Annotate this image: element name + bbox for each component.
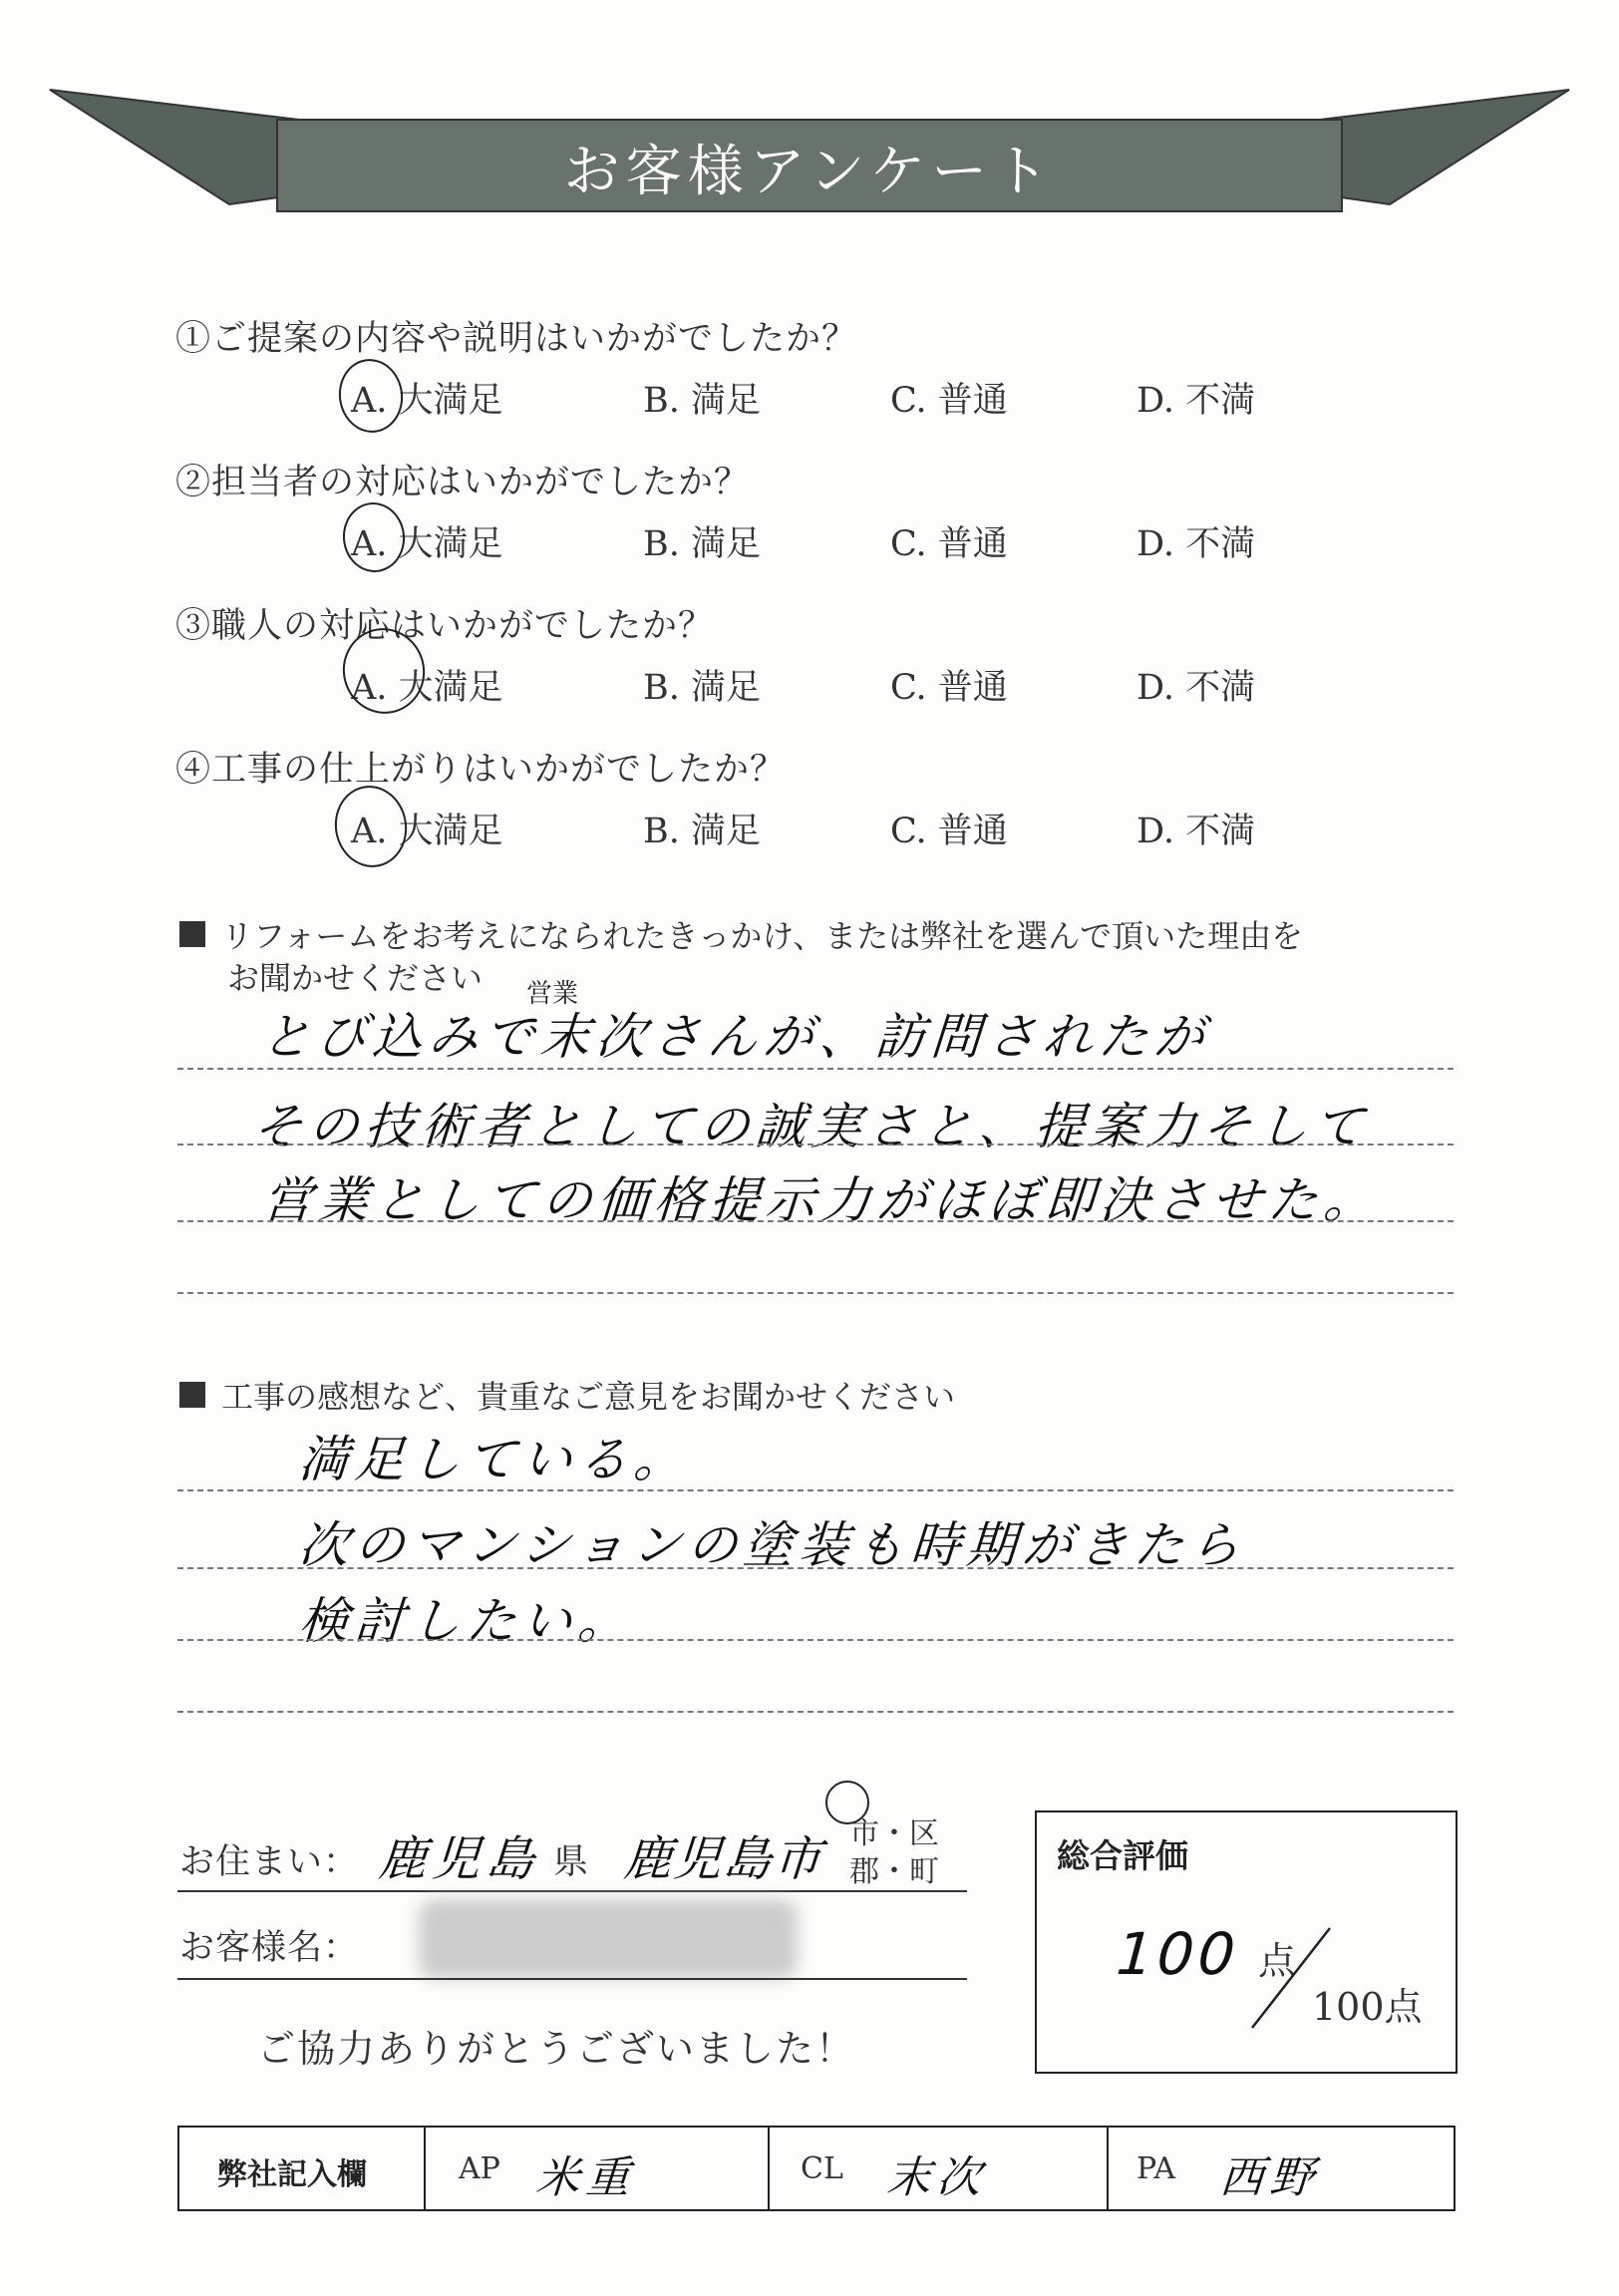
office-ap-value: 米重	[533, 2152, 638, 2203]
office-pa-value: 西野	[1217, 2152, 1322, 2203]
reason-line-3	[177, 1220, 1454, 1222]
reason-line-2	[177, 1144, 1454, 1146]
impression-line-2	[177, 1567, 1454, 1569]
impression-line-3	[177, 1639, 1454, 1641]
question-3-option-d[interactable]: D. 不満	[1136, 668, 1256, 708]
office-table-divider-3	[1107, 2128, 1109, 2209]
address-pref-suffix: 県	[553, 1842, 590, 1882]
question-2-option-b[interactable]: B. 満足	[643, 524, 761, 564]
customer-name-label: お客様名：	[179, 1928, 360, 1968]
reason-line-4	[177, 1292, 1454, 1294]
reason-heading-cont: お聞かせください	[227, 959, 484, 997]
office-cl-label: CL	[801, 2151, 843, 2186]
question-2-text: ②担当者の対応はいかがでしたか？	[175, 463, 751, 502]
office-ap-label: AP	[459, 2151, 500, 2186]
question-4-text: ④工事の仕上がりはいかがでしたか？	[175, 750, 787, 790]
question-1-option-c[interactable]: C. 普通	[890, 381, 1008, 421]
rating-label: 総合評価	[1057, 1836, 1188, 1875]
question-1-option-b[interactable]: B. 満足	[643, 381, 761, 421]
impression-answer-line-3: 検討したい。	[296, 1592, 636, 1650]
rating-max: 100点	[1312, 1985, 1423, 2029]
reason-heading: リフォームをお考えになられたきっかけ、または弊社を選んで頂いた理由を	[221, 917, 1304, 955]
impression-answer-line-2: 次のマンションの塗装も時期がきたら	[296, 1516, 1248, 1574]
reason-answer-line-1: とび込みで末次さんが、訪問されたが	[258, 1008, 1212, 1066]
address-underline	[177, 1890, 967, 1892]
question-3-option-b[interactable]: B. 満足	[643, 668, 761, 708]
page-title: お客様アンケート	[563, 140, 1056, 204]
question-3-option-a[interactable]: A. 大満足	[351, 668, 503, 708]
rating-score: 100	[1114, 1920, 1242, 1988]
address-city: 鹿児島市	[621, 1831, 825, 1887]
office-pa-label: PA	[1136, 2151, 1176, 2186]
question-2-option-c[interactable]: C. 普通	[890, 524, 1008, 564]
address-prefecture: 鹿児島	[376, 1831, 542, 1887]
reason-bullet	[179, 921, 205, 947]
question-1-selected-circle	[334, 355, 408, 437]
question-1-text: ①ご提案の内容や説明はいかがでしたか？	[175, 319, 858, 359]
impression-bullet	[179, 1382, 205, 1408]
customer-name-redacted	[419, 1899, 798, 1979]
impression-line-1	[177, 1489, 1454, 1491]
question-2-option-d[interactable]: D. 不満	[1136, 524, 1256, 564]
question-1-option-d[interactable]: D. 不満	[1136, 381, 1256, 421]
question-3-text: ③職人の対応はいかがでしたか？	[175, 606, 715, 646]
thanks-text: ご協力ありがとうございました！	[257, 2027, 856, 2071]
address-city-suffix-top: 市・区	[849, 1816, 939, 1851]
customer-name-underline	[177, 1978, 967, 1980]
office-label: 弊社記入欄	[217, 2157, 367, 2192]
reason-annotation: 営業	[526, 979, 579, 1009]
office-cl-value: 末次	[884, 2152, 989, 2203]
address-city-suffix-bottom: 郡・町	[849, 1854, 939, 1889]
impression-line-4	[177, 1711, 1454, 1713]
reason-answer-line-2: その技術者としての誠実さと、提案力そして	[250, 1098, 1372, 1155]
question-4-selected-circle	[328, 780, 413, 872]
question-4-option-c[interactable]: C. 普通	[890, 812, 1008, 851]
reason-answer-line-3: 営業としての価格提示力がほぼ即決させた。	[260, 1171, 1382, 1229]
question-3-option-c[interactable]: C. 普通	[890, 668, 1008, 708]
question-2-option-a[interactable]: A. 大満足	[351, 524, 503, 564]
impression-answer-line-1: 満足している。	[296, 1431, 692, 1488]
question-4-option-a[interactable]: A. 大満足	[351, 812, 503, 851]
question-1-option-a[interactable]: A. 大満足	[351, 381, 503, 421]
address-label: お住まい：	[179, 1842, 360, 1882]
impression-heading: 工事の感想など、貴重なご意見をお聞かせください	[221, 1378, 956, 1416]
rating-point-suffix: 点	[1258, 1939, 1297, 1983]
question-4-option-d[interactable]: D. 不満	[1136, 812, 1256, 851]
reason-line-1	[177, 1068, 1454, 1070]
office-table-divider-1	[424, 2128, 426, 2209]
office-table-divider-2	[768, 2128, 770, 2209]
question-4-option-b[interactable]: B. 満足	[643, 812, 761, 851]
